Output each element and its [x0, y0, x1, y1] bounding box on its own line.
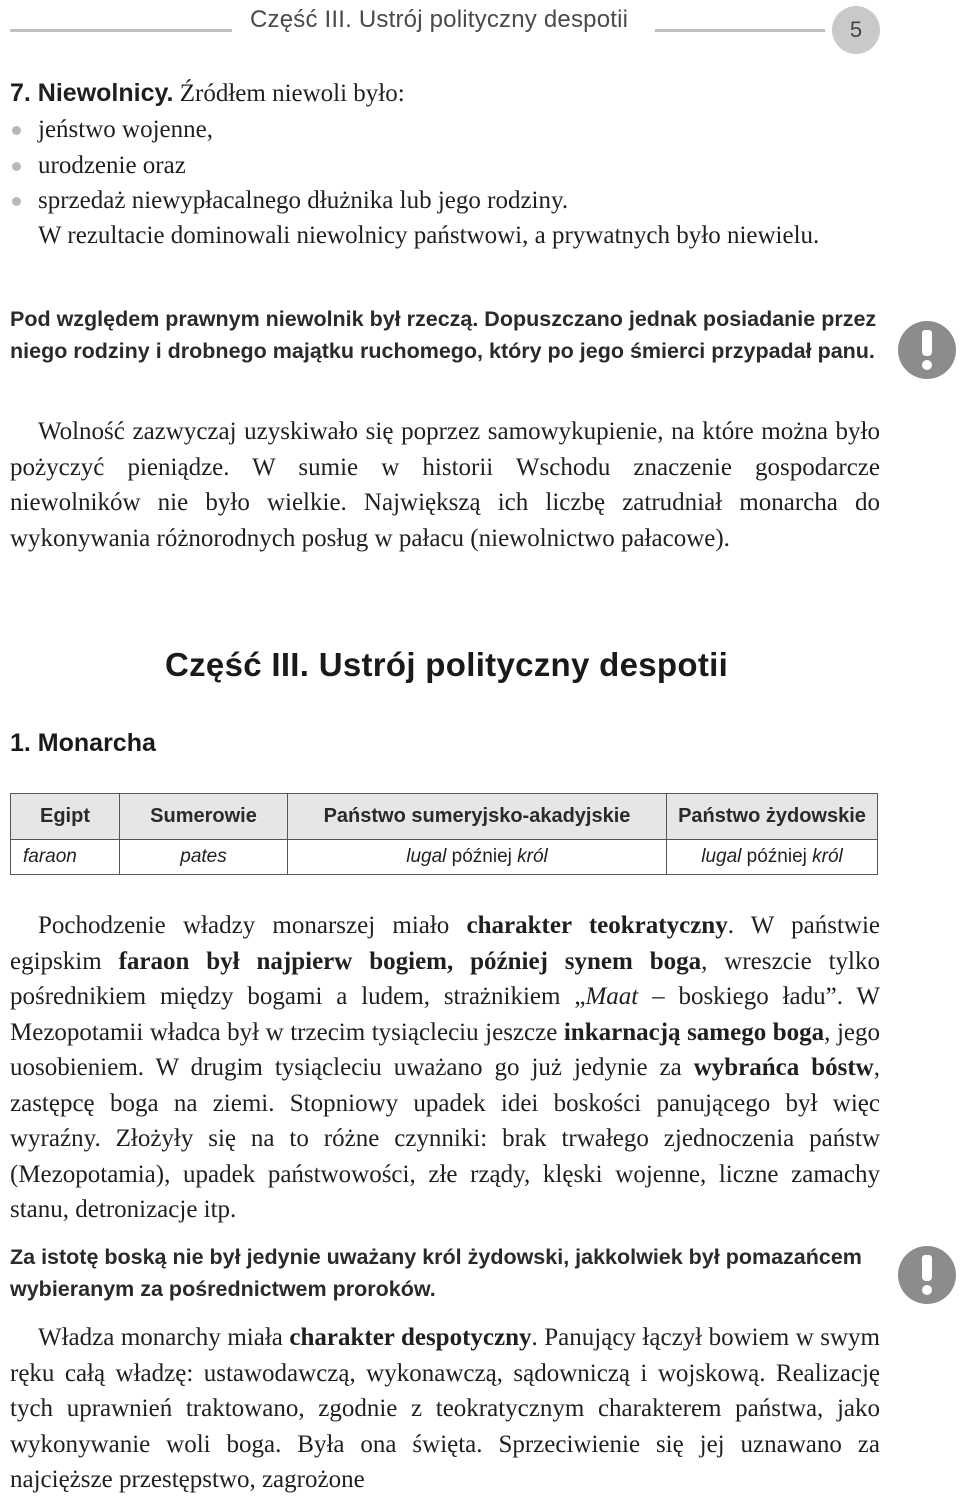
list-item: urodzenie oraz — [10, 148, 880, 184]
legal-status-note: Pod względem prawnym niewolnik był rzeczą. Dopuszczano jednak posiadanie przez niego rodziny i drobnego majątku ruchomego, który po jego śmierci przypadał panu. — [10, 307, 877, 363]
slaves-lead — [10, 76, 880, 112]
table-header-cell: Państwo żydowskie — [667, 794, 878, 840]
table-cell: lugal później król — [667, 840, 878, 875]
table-header-cell: Sumerowie — [120, 794, 288, 840]
header-rule-right — [655, 29, 825, 32]
table-header-cell: Państwo sumeryjsko-akadyjskie — [288, 794, 667, 840]
table-row — [11, 840, 878, 875]
slaves-result-paragraph: W rezultacie dominowali niewolnicy państwowi, a prywatnych było niewielu. — [38, 222, 820, 249]
table-cell: faraon — [11, 840, 120, 875]
slaves-lead-number: 7. Niewolnicy. — [10, 79, 174, 107]
exclamation-circle-icon — [898, 321, 956, 379]
list-item: sprzedaż niewypłacalnego dłużnika lub jego rodziny. — [10, 183, 880, 219]
exclamation-circle-icon — [898, 1246, 956, 1304]
despotic-paragraph: Władza monarchy miała charakter despotyczny. Panujący łączył bowiem w swym ręku całą władzę: ustawodawczą, wykonawczą, sądowniczą i wojskową. Realizację tych uprawnień traktowano, zgodnie z teokratycznym charakterem państwa, jako wykonywanie woli boga. Była ona święta. Sprzeciwienie się jej uznawano za najcięższe przestępstwo, zagrożone — [10, 1324, 880, 1493]
part-title: Część III. Ustrój polityczny despotii — [165, 646, 729, 683]
freedom-paragraph: Wolność zazwyczaj uzyskiwało się poprzez samowykupienie, na które można było pożyczyć pieniądze. W sumie w historii Wschodu znaczenie gospodarcze niewolników nie było wielkie. Największą ich liczbę zatrudniał monarcha do wykonywania różnorodnych posług w pałacu (niewolnictwo pałacowe). — [10, 418, 880, 552]
running-title: Część III. Ustrój polityczny despotii — [250, 6, 629, 33]
header-rule-left — [10, 29, 232, 32]
table-header-cell: Egipt — [11, 794, 120, 840]
origin-paragraph: Pochodzenie władzy monarszej miało charakter teokratyczny. W państwie egipskim faraon był najpierw bogiem, później synem boga, wreszcie tylko pośrednikiem między bogami a ludem, strażnikiem „Maat – boskiego ładu”. W Mezopotamii władca był w trzecim tysiącleciu jeszcze inkarnacją samego boga, jego uosobieniem. W drugim tysiącleciu uważano go już jedynie za wybrańca bóstw, zastępcę boga na ziemi. Stopniowy upadek idei boskości panującego był więc wyraźny. Złożyły się na to różne czynniki: brak trwałego zjednoczenia państw (Mezopotamia), upadek państwowości, złe rządy, klęski wojenne, liczne zamachy stanu, detronizacje itp. — [10, 912, 881, 1223]
table-header-row — [11, 794, 878, 840]
bullet-dot-icon — [12, 162, 21, 171]
section-heading: 1. Monarcha — [10, 729, 156, 757]
page-number-badge: 5 — [832, 6, 880, 54]
table-cell: pates — [120, 840, 288, 875]
bullet-dot-icon — [12, 126, 21, 135]
jewish-king-note: Za istotę boską nie był jedynie uważany król żydowski, jakkolwiek był pomazańcem wybieranym za pośrednictwem proroków. — [10, 1245, 862, 1301]
slaves-lead-text: Źródłem niewoli było: — [173, 80, 405, 107]
monarch-titles-table — [10, 793, 878, 875]
slave-sources-list — [10, 112, 880, 219]
bullet-dot-icon — [12, 197, 21, 206]
page-header — [0, 0, 960, 60]
list-item: jeństwo wojenne, — [10, 112, 880, 148]
table-cell: lugal później król — [288, 840, 667, 875]
